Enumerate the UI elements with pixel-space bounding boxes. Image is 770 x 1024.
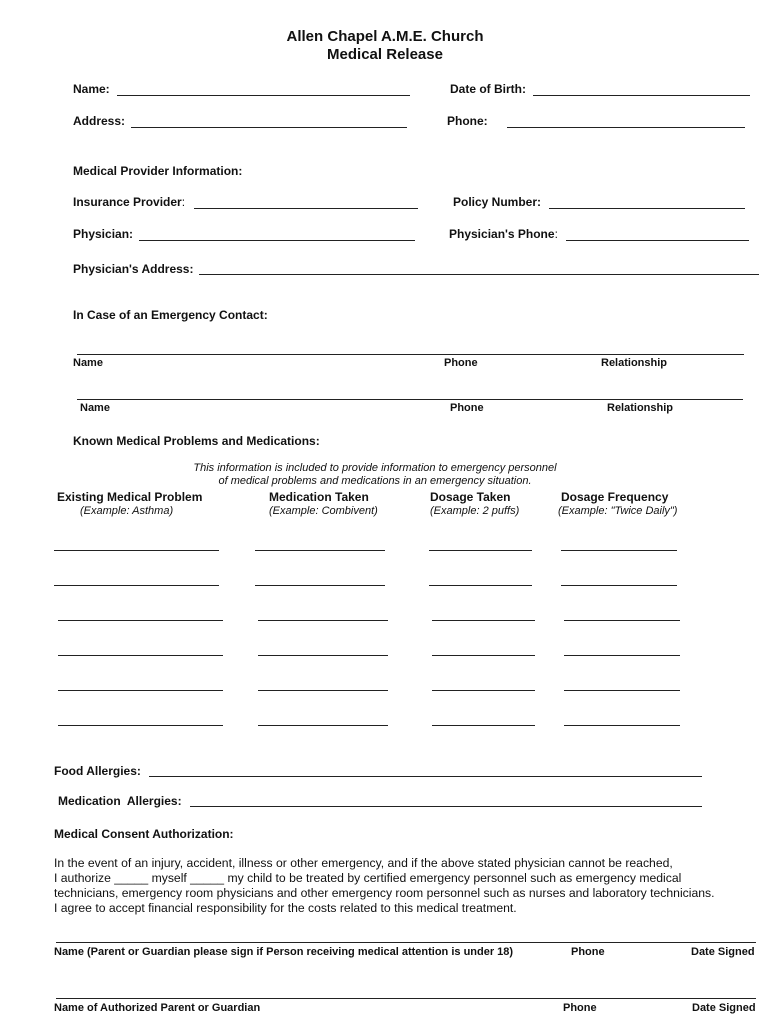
form-subtitle: Medical Release [327,46,443,63]
form-title: Allen Chapel A.M.E. Church [286,28,484,45]
problem-row-6[interactable] [58,725,223,726]
emergency-contact-2-relationship-label: Relationship [607,402,674,414]
emergency-contact-1-phone-label: Phone [444,357,478,369]
emergency-contact-2-phone-label: Phone [450,402,484,414]
medication-row-5[interactable] [258,690,388,691]
name-field[interactable] [117,95,410,96]
physician-phone-field[interactable] [566,240,749,241]
col-existing-problem: Existing Medical Problem [57,490,203,504]
physician-label: Physician: [73,227,134,241]
medical-note-line1: This information is included to provide information to emergency personnel [193,462,557,474]
sig1-name-label: Name (Parent or Guardian please sign if Person receiving medical attention is under 18) [54,946,514,958]
phone-field[interactable] [507,127,745,128]
medical-problems-heading: Known Medical Problems and Medications: [73,434,320,448]
consent-line3: technicians, emergency room physicians and other emergency room personnel such as nurses and laboratory technicians. [54,886,715,900]
problem-row-3[interactable] [58,620,223,621]
address-field[interactable] [131,127,407,128]
emergency-contact-2-field[interactable] [77,399,743,400]
dosage-row-4[interactable] [432,655,535,656]
frequency-row-1[interactable] [561,550,677,551]
col-dosage-taken-example: (Example: 2 puffs) [430,505,520,517]
physician-phone-label: Physician's Phone: [449,227,558,241]
physician-field[interactable] [139,240,415,241]
physician-address-field[interactable] [199,274,759,275]
medication-row-4[interactable] [258,655,388,656]
dosage-row-6[interactable] [432,725,535,726]
address-label: Address: [73,114,126,128]
policy-number-label: Policy Number: [453,195,542,209]
frequency-row-2[interactable] [561,585,677,586]
frequency-row-6[interactable] [564,725,680,726]
medication-row-2[interactable] [255,585,385,586]
emergency-contact-2-name-label: Name [80,402,110,414]
consent-line4: I agree to accept financial responsibility for the costs related to this medical treatment. [54,901,517,915]
emergency-contact-1-field[interactable] [77,354,744,355]
problem-row-1[interactable] [54,550,219,551]
col-dosage-frequency-example: (Example: "Twice Daily") [558,505,678,517]
frequency-row-3[interactable] [564,620,680,621]
sig2-date-label: Date Signed [692,1002,756,1014]
emergency-contact-1-relationship-label: Relationship [601,357,668,369]
signature-line-2[interactable] [56,998,756,999]
medication-row-3[interactable] [258,620,388,621]
emergency-contact-1-name-label: Name [73,357,103,369]
medication-allergies-label: Medication Allergies: [58,794,182,808]
medication-row-1[interactable] [255,550,385,551]
consent-line2: I authorize _____ myself _____ my child to be treated by certified emergency personnel such as emergency medical [54,871,682,885]
physician-address-label: Physician's Address: [73,262,194,276]
dob-field[interactable] [533,95,750,96]
dosage-row-5[interactable] [432,690,535,691]
dob-label: Date of Birth: [450,82,526,96]
food-allergies-label: Food Allergies: [54,764,141,778]
consent-heading: Medical Consent Authorization: [54,827,234,841]
sig1-phone-label: Phone [571,946,605,958]
sig1-date-label: Date Signed [691,946,755,958]
problem-row-2[interactable] [54,585,219,586]
insurance-provider-label: Insurance Provider: [73,195,186,209]
signature-line-1[interactable] [56,942,756,943]
col-medication-taken: Medication Taken [269,490,369,504]
problem-row-4[interactable] [58,655,223,656]
insurance-provider-field[interactable] [194,208,418,209]
food-allergies-field[interactable] [149,776,702,777]
medication-allergies-field[interactable] [190,806,702,807]
name-label: Name: [73,82,110,96]
dosage-row-3[interactable] [432,620,535,621]
consent-line1: In the event of an injury, accident, illness or other emergency, and if the above stated physician cannot be reached, [54,856,673,870]
frequency-row-4[interactable] [564,655,680,656]
col-dosage-frequency: Dosage Frequency [561,490,669,504]
problem-row-5[interactable] [58,690,223,691]
col-dosage-taken: Dosage Taken [430,490,511,504]
col-existing-problem-example: (Example: Asthma) [80,505,174,517]
dosage-row-1[interactable] [429,550,532,551]
policy-number-field[interactable] [549,208,745,209]
sig2-phone-label: Phone [563,1002,597,1014]
frequency-row-5[interactable] [564,690,680,691]
dosage-row-2[interactable] [429,585,532,586]
consent-paragraph [54,856,754,916]
sig2-name-label: Name of Authorized Parent or Guardian [54,1002,261,1014]
medical-note-line2: of medical problems and medications in an emergency situation. [218,475,532,487]
medication-row-6[interactable] [258,725,388,726]
phone-label: Phone: [447,114,488,128]
medical-provider-heading: Medical Provider Information: [73,164,243,178]
col-medication-taken-example: (Example: Combivent) [269,505,378,517]
emergency-heading: In Case of an Emergency Contact: [73,308,268,322]
